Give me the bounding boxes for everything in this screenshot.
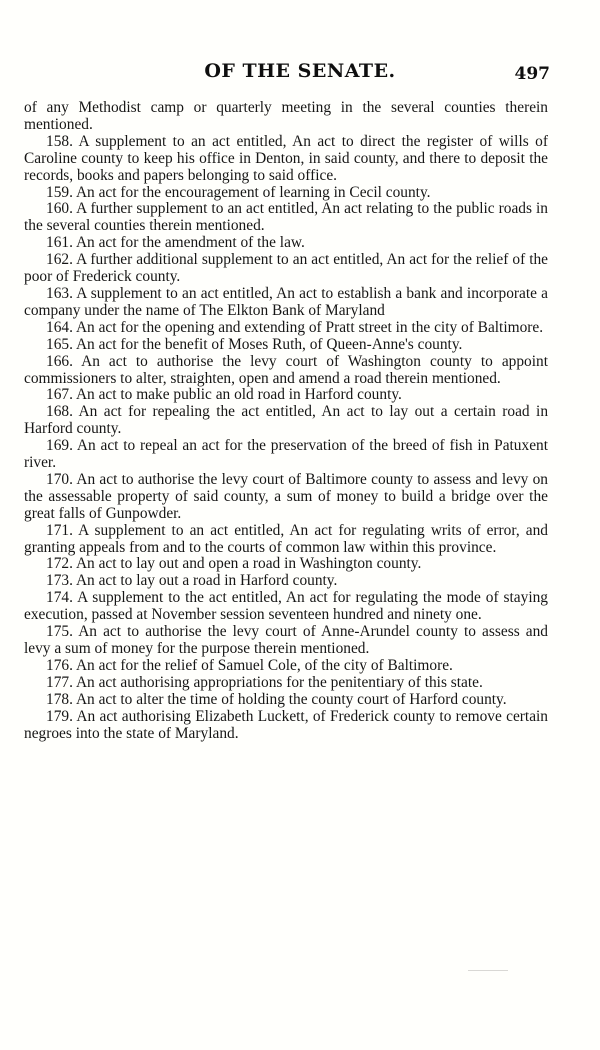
entry-text: An act to lay out a road in Harford county. xyxy=(75,572,338,590)
entry-text: A supplement to an act entitled, An act to establish a bank and incorporate a company under the name of The Elkton Bank of Maryland xyxy=(24,284,548,319)
entry-172 xyxy=(24,556,548,573)
entry-text: An act to make public an old road in Harford county. xyxy=(75,386,402,404)
entry-text: An act for the amendment of the law. xyxy=(75,234,305,252)
entry-text: An act to alter the time of holding the county court of Harford county. xyxy=(75,690,507,708)
entry-number: 160. xyxy=(46,200,73,218)
entry-number: 161. xyxy=(46,234,73,252)
entry-text: A further supplement to an act entitled, An act relating to the public roads in the several counties therein mentioned. xyxy=(24,200,549,235)
entry-text: An act for the encouragement of learning in Cecil county. xyxy=(75,183,431,201)
entry-number: 166. xyxy=(46,352,73,370)
entry-177 xyxy=(24,675,548,692)
entry-number: 162. xyxy=(46,251,73,269)
entry-160 xyxy=(24,201,548,235)
entry-number: 178. xyxy=(46,690,73,708)
entry-171 xyxy=(24,523,548,557)
page-number: 497 xyxy=(514,64,550,84)
entry-text: An act for the relief of Samuel Cole, of the city of Baltimore. xyxy=(75,656,453,674)
scan-artifact xyxy=(468,970,508,971)
entry-number: 171. xyxy=(46,521,73,539)
entry-164 xyxy=(24,320,548,337)
entry-text: An act authorising appropriations for the penitentiary of this state. xyxy=(75,673,483,691)
entry-number: 174. xyxy=(46,589,73,607)
entry-number: 168. xyxy=(46,403,73,421)
entry-179 xyxy=(24,709,548,743)
entry-165 xyxy=(24,337,548,354)
body-text xyxy=(24,100,548,742)
entry-text: An act to authorise the levy court of Baltimore county to assess and levy on the assessable property of said county, a sum of money to build a bridge over the great falls of Gunpowder. xyxy=(24,470,549,522)
entry-167 xyxy=(24,387,548,404)
entry-number: 179. xyxy=(46,707,73,725)
entry-176 xyxy=(24,658,548,675)
entry-text: An act to authorise the levy court of Anne-Arundel county to assess and levy a sum of money for the purpose therein mentioned. xyxy=(24,623,548,657)
entry-number: 173. xyxy=(46,572,73,590)
entry-161 xyxy=(24,235,548,252)
entry-159 xyxy=(24,185,548,202)
entry-text: An act to authorise the levy court of Washington county to appoint commissioners to alter, straighten, open and amend a road therein mentioned. xyxy=(24,352,549,387)
page-title: OF THE SENATE. xyxy=(204,60,396,82)
entry-174 xyxy=(24,590,548,624)
entry-169 xyxy=(24,438,548,472)
entry-text: A further additional supplement to an act entitled, An act for the relief of the poor of Frederick county. xyxy=(24,251,549,286)
entry-163 xyxy=(24,286,548,320)
entry-175 xyxy=(24,624,548,658)
entry-158 xyxy=(24,134,548,185)
entry-162 xyxy=(24,252,548,286)
entry-number: 165. xyxy=(46,335,73,353)
entry-166 xyxy=(24,354,548,388)
entry-number: 167. xyxy=(46,386,73,404)
entry-text: An act for the benefit of Moses Ruth, of Queen-Anne's county. xyxy=(75,335,463,353)
entry-continuation: of any Methodist camp or quarterly meeting in the several counties therein mentioned. xyxy=(24,99,548,133)
entry-text: An act for the opening and extending of Pratt street in the city of Baltimore. xyxy=(75,318,544,336)
entry-number: 175. xyxy=(46,623,73,641)
entry-text: A supplement to an act entitled, An act to direct the register of wills of Caroline county to keep his office in Denton, in said county, and there to deposit the records, books and papers belonging to said office. xyxy=(24,132,548,184)
entry-text: An act authorising Elizabeth Luckett, of Frederick county to remove certain negroes into the state of Maryland. xyxy=(24,707,549,742)
entry-number: 170. xyxy=(46,470,73,488)
entry-text: An act for repealing the act entitled, An act to lay out a certain road in Harford county. xyxy=(24,403,549,438)
entry-number: 169. xyxy=(46,437,73,455)
entry-number: 164. xyxy=(46,318,73,336)
entry-number: 176. xyxy=(46,656,73,674)
entry-178 xyxy=(24,692,548,709)
entry-173 xyxy=(24,573,548,590)
entry-text: A supplement to an act entitled, An act for regulating writs of error, and granting appeals from and to the courts of common law within this province. xyxy=(24,521,548,556)
entry-168 xyxy=(24,404,548,438)
entry-number: 163. xyxy=(46,284,73,302)
entry-170 xyxy=(24,472,548,523)
entry-text: An act to lay out and open a road in Washington county. xyxy=(75,555,422,573)
running-head xyxy=(0,60,600,90)
entry-number: 158. xyxy=(46,132,73,150)
entry-text: A supplement to the act entitled, An act for regulating the mode of staying execution, passed at November session seventeen hundred and ninety one. xyxy=(24,589,549,624)
entry-number: 172. xyxy=(46,555,73,573)
entry-text: An act to repeal an act for the preservation of the breed of fish in Patuxent river. xyxy=(24,437,548,472)
entry-number: 159. xyxy=(46,183,73,201)
entry-number: 177. xyxy=(46,673,73,691)
